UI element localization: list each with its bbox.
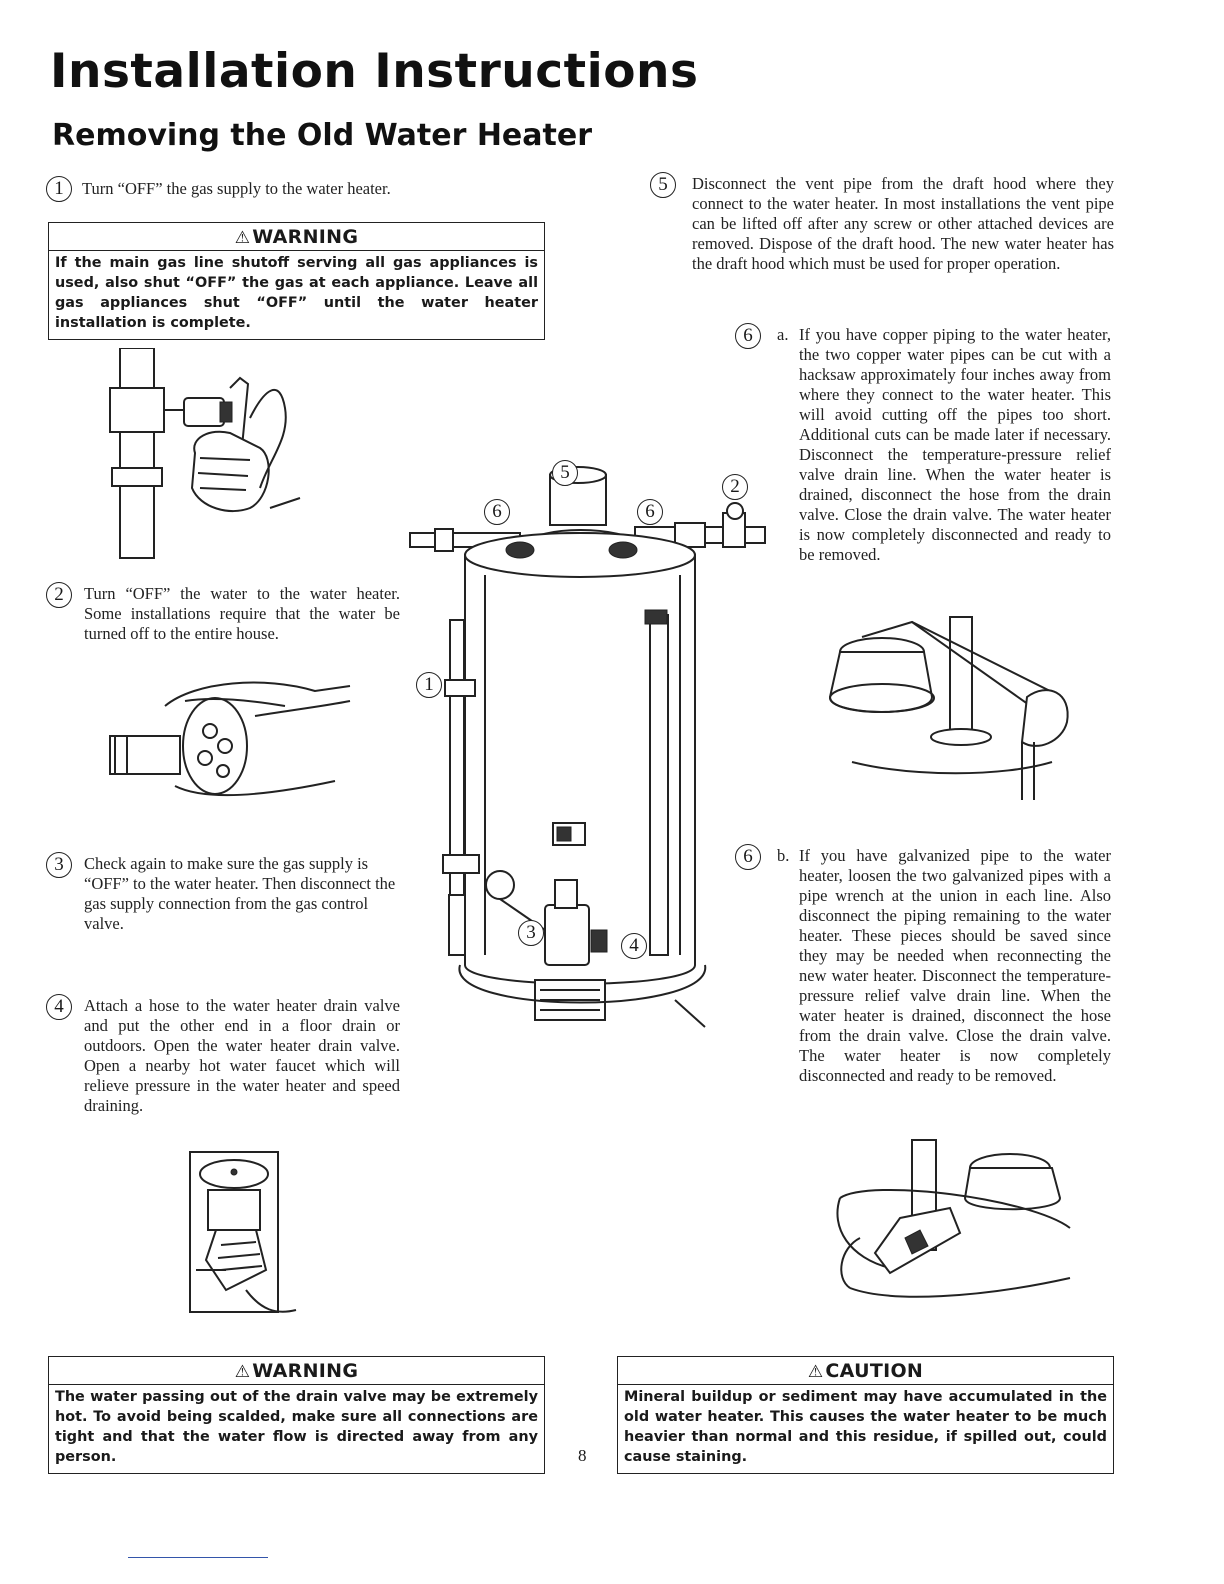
caution-header-label: CAUTION xyxy=(825,1360,924,1382)
warning-header xyxy=(49,223,544,251)
step-6b-letter: b. xyxy=(777,846,790,865)
callout-6-left: 6 xyxy=(484,499,510,525)
water-heater-diagram xyxy=(405,455,775,1045)
warning-header-label: WARNING xyxy=(252,226,359,248)
step-1-number: 1 xyxy=(46,176,72,202)
footer-rule xyxy=(128,1557,268,1558)
page-title: Installation Instructions xyxy=(50,44,699,99)
step-2-text: Turn “OFF” the water to the water heater. Some installations require that the water be turned off to the entire house. xyxy=(84,584,400,643)
step-2-number: 2 xyxy=(46,582,72,608)
callout-1: 1 xyxy=(416,672,442,698)
callout-3: 3 xyxy=(518,920,544,946)
step-4-text: Attach a hose to the water heater drain valve and put the other end in a floor drain or outdoors. Open the water heater drain valve. Open a nearby hot water faucet which will relieve pressure in the water heater and speed draining. xyxy=(84,996,400,1115)
caution-triangle-icon: ⚠ xyxy=(807,1362,824,1382)
page-number: 8 xyxy=(578,1446,587,1465)
caution-box-sediment xyxy=(617,1356,1114,1474)
step-5-number: 5 xyxy=(650,172,676,198)
step-6b-text: If you have galvanized pipe to the water heater, loosen the two galvanized pipes with a pipe wrench at the union in each line. Also disconnect the piping remaining to the water heater. These pieces should be saved since they may be needed when reconnecting the new water heater. Disconnect the temperature-pressure relief valve drain line. When the water heater is drained, disconnect the hose from the drain valve. Close the drain valve. The water heater is now completely disconnected and ready to be removed. xyxy=(799,846,1111,1085)
callout-4: 4 xyxy=(621,933,647,959)
water-valve-illustration xyxy=(105,676,355,806)
callout-2: 2 xyxy=(722,474,748,500)
warning-box-gas xyxy=(48,222,545,340)
warning-triangle-icon: ⚠ xyxy=(234,1362,251,1382)
callout-6-right: 6 xyxy=(637,499,663,525)
warning-bottom-header-label: WARNING xyxy=(252,1360,359,1382)
pipe-wrench-galvanized-illustration xyxy=(830,1138,1100,1308)
step-5-text: Disconnect the vent pipe from the draft hood where they connect to the water heater. In most installations the vent pipe can be lifted off after any screw or other attached devices are removed. Dispose of the draft hood. The new water heater has the draft hood which must be used for proper operation. xyxy=(692,174,1114,273)
warning-message: If the main gas line shutoff serving all gas appliances is used, also shut “OFF” the gas at each appliance. Leave all gas appliances shut “OFF” until the water heater installation is complete. xyxy=(55,255,538,331)
warning-bottom-header xyxy=(49,1357,544,1385)
hacksaw-copper-pipe-illustration xyxy=(822,612,1072,802)
gas-shutoff-valve-illustration xyxy=(100,348,330,563)
step-4-number: 4 xyxy=(46,994,72,1020)
caution-header xyxy=(618,1357,1113,1385)
caution-message: Mineral buildup or sediment may have accumulated in the old water heater. This causes the water heater to be much heavier than normal and this residue, if spilled out, could cause staining. xyxy=(624,1389,1107,1465)
section-title: Removing the Old Water Heater xyxy=(52,118,592,153)
warning-box-hot-water xyxy=(48,1356,545,1474)
step-1-text: Turn “OFF” the gas supply to the water heater. xyxy=(82,179,391,198)
warning-triangle-icon: ⚠ xyxy=(234,228,251,248)
step-6a-number: 6 xyxy=(735,323,761,349)
step-3-text: Check again to make sure the gas supply is “OFF” to the water heater. Then disconnect the gas supply connection from the gas control valve. xyxy=(84,854,396,933)
callout-5: 5 xyxy=(552,460,578,486)
drain-valve-hose-illustration xyxy=(186,1150,316,1320)
warning-bottom-message: The water passing out of the drain valve may be extremely hot. To avoid being scalded, make sure all connections are tight and that the water flow is directed away from any person. xyxy=(55,1389,538,1465)
step-6a-text: If you have copper piping to the water heater, the two copper water pipes can be cut with a hacksaw approximately four inches away from where they connect to the water heater. This will avoid cutting off the pipes too short. Additional cuts can be made later if necessary. Disconnect the temperature-pressure relief valve drain line. When the water heater is drained, disconnect the hose from the drain valve. Close the drain valve. The water heater is now completely disconnected and ready to be removed. xyxy=(799,325,1111,564)
step-3-number: 3 xyxy=(46,852,72,878)
step-6b-number: 6 xyxy=(735,844,761,870)
step-6a-letter: a. xyxy=(777,325,789,344)
